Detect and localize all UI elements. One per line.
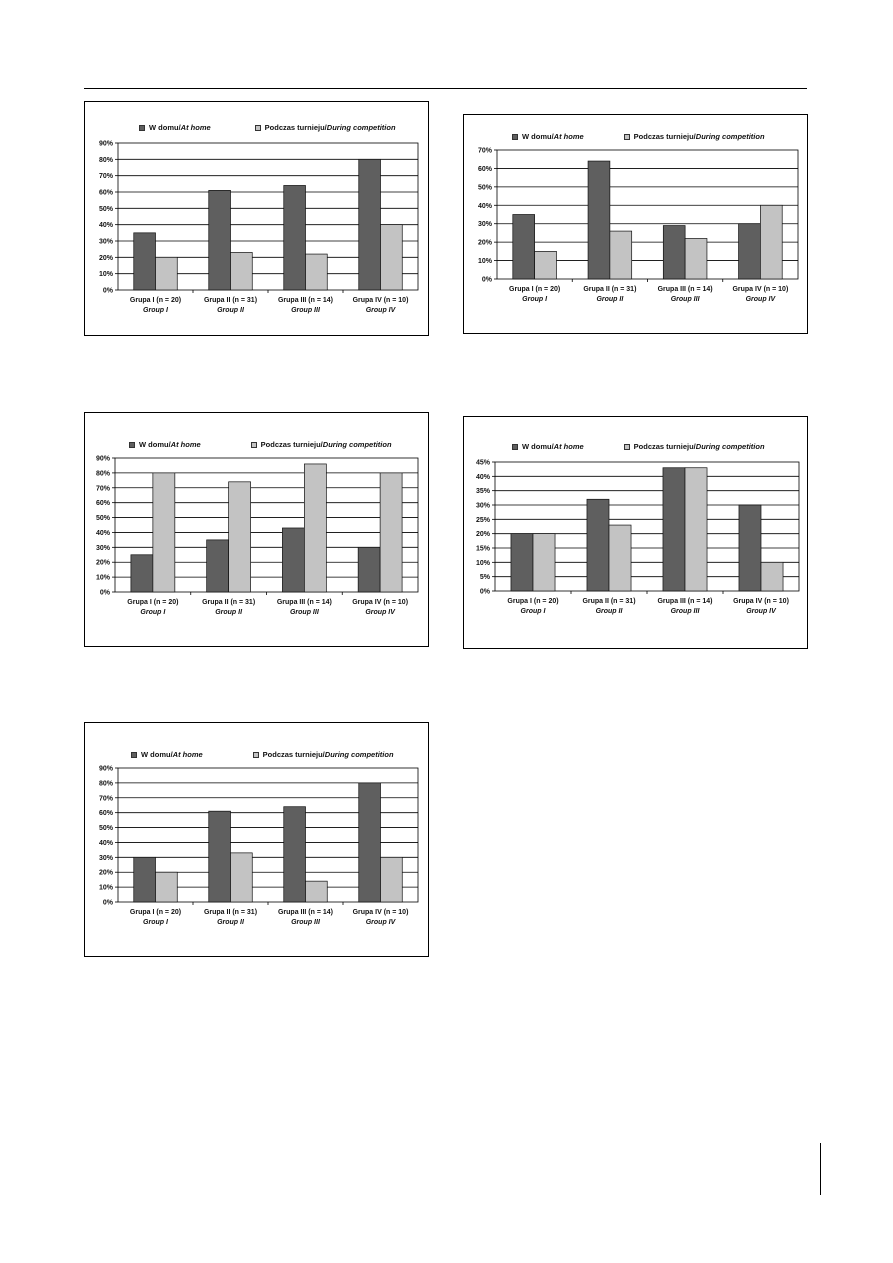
bar-at-home (739, 224, 761, 279)
bar-chart (85, 723, 430, 958)
legend-home-prefix: W domu/ (522, 132, 554, 141)
x-category-sublabel: Group II (596, 296, 624, 303)
y-tick-label: 25% (475, 516, 490, 524)
legend-comp-italic: During competition (695, 132, 765, 141)
y-tick-label: 10% (477, 258, 492, 266)
bar-chart (85, 413, 430, 648)
bar-chart (464, 417, 809, 650)
x-category-sublabel: Group II (217, 307, 244, 314)
y-tick-label: 90% (98, 140, 113, 148)
x-category-sublabel: Group IV (746, 608, 776, 615)
y-tick-label: 10% (475, 559, 490, 567)
y-tick-label: 20% (475, 531, 490, 539)
x-category-label: Grupa III (n = 14) (277, 297, 334, 304)
y-tick-label: 70% (98, 173, 113, 181)
y-tick-label: 70% (98, 795, 113, 803)
x-category-label: Grupa I (n = 20) (507, 598, 559, 605)
legend-comp-prefix: Podczas turnieju/ (633, 442, 696, 451)
bar-during-competition (381, 225, 403, 290)
bar-at-home (513, 215, 535, 280)
legend-home-prefix: W domu/ (522, 442, 554, 451)
bar-at-home (359, 783, 381, 902)
bar-at-home (282, 528, 304, 592)
bar-during-competition (760, 205, 782, 279)
legend-comp-prefix: Podczas turnieju/ (260, 440, 323, 449)
x-category-label: Grupa III (n = 14) (657, 598, 713, 605)
y-tick-label: 50% (98, 205, 113, 213)
x-category-sublabel: Group II (217, 919, 244, 926)
x-category-sublabel: Group IV (365, 919, 396, 926)
x-category-sublabel: Group I (143, 919, 168, 926)
y-tick-label: 20% (98, 869, 113, 877)
y-tick-label: 30% (95, 544, 110, 552)
bar-during-competition (761, 562, 783, 591)
bar-during-competition (156, 872, 178, 902)
y-tick-label: 35% (475, 488, 490, 496)
x-category-label: Grupa I (n = 20) (129, 909, 182, 916)
x-category-label: Grupa II (n = 31) (582, 598, 636, 605)
y-tick-label: 40% (98, 222, 113, 230)
bar-at-home (663, 226, 685, 279)
y-tick-label: 45% (475, 459, 490, 467)
bar-at-home (588, 161, 610, 279)
x-category-label: Grupa III (n = 14) (277, 909, 334, 916)
bar-during-competition (610, 231, 632, 279)
bar-during-competition (381, 857, 403, 902)
chart-panel-1 (84, 101, 429, 336)
bar-during-competition (533, 534, 555, 591)
y-tick-label: 90% (95, 455, 110, 463)
x-category-label: Grupa IV (n = 10) (733, 598, 789, 605)
legend-home-prefix: W domu/ (139, 440, 171, 449)
bar-during-competition (231, 252, 253, 290)
bar-at-home (739, 505, 761, 591)
chart-panel-2 (463, 114, 808, 334)
x-category-sublabel: Group II (595, 608, 623, 615)
y-tick-label: 30% (98, 238, 113, 246)
y-tick-label: 50% (98, 825, 113, 833)
bar-at-home (207, 540, 229, 592)
bar-during-competition (306, 881, 328, 902)
legend-home-prefix: W domu/ (149, 123, 181, 132)
y-tick-label: 0% (99, 589, 110, 597)
legend-comp-italic: During competition (324, 750, 394, 759)
legend-comp-prefix: Podczas turnieju/ (633, 132, 696, 141)
x-category-sublabel: Group II (215, 609, 243, 616)
legend-home-italic: At home (553, 442, 584, 451)
bar-during-competition (609, 525, 631, 591)
legend-home-italic: At home (553, 132, 584, 141)
header-rule (84, 88, 807, 89)
x-category-label: Grupa II (n = 31) (583, 286, 637, 293)
x-category-label: Grupa III (n = 14) (657, 286, 713, 293)
bar-during-competition (231, 853, 253, 902)
x-category-sublabel: Group I (522, 296, 548, 303)
bar-chart (464, 115, 809, 335)
chart-panel-5 (84, 722, 429, 957)
y-tick-label: 60% (477, 165, 492, 173)
y-tick-label: 0% (102, 287, 113, 295)
x-category-sublabel: Group I (140, 609, 166, 616)
y-tick-label: 0% (102, 899, 113, 907)
y-tick-label: 5% (479, 574, 490, 582)
x-category-label: Grupa IV (n = 10) (352, 297, 409, 304)
y-tick-label: 30% (477, 221, 492, 229)
y-tick-label: 60% (98, 189, 113, 197)
bar-at-home (663, 468, 685, 591)
y-tick-label: 60% (98, 810, 113, 818)
y-tick-label: 80% (95, 470, 110, 478)
legend-comp-italic: During competition (326, 123, 396, 132)
y-tick-label: 40% (98, 839, 113, 847)
y-tick-label: 90% (98, 765, 113, 773)
bar-during-competition (156, 257, 178, 290)
x-category-sublabel: Group III (291, 307, 320, 314)
bar-during-competition (685, 238, 707, 279)
y-tick-label: 10% (98, 271, 113, 279)
bar-during-competition (685, 468, 707, 591)
x-category-sublabel: Group IV (745, 296, 776, 303)
y-tick-label: 70% (477, 147, 492, 155)
x-category-sublabel: Group IV (365, 307, 396, 314)
bar-at-home (134, 857, 156, 902)
x-category-sublabel: Group III (289, 609, 319, 616)
bar-at-home (131, 555, 153, 592)
bar-during-competition (229, 482, 251, 592)
legend-comp-italic: During competition (322, 440, 392, 449)
y-tick-label: 0% (481, 276, 492, 284)
x-category-label: Grupa IV (n = 10) (352, 599, 409, 606)
x-category-label: Grupa IV (n = 10) (732, 286, 789, 293)
bar-during-competition (535, 251, 557, 279)
y-tick-label: 20% (95, 559, 110, 567)
legend-home-italic: At home (170, 440, 201, 449)
y-tick-label: 40% (475, 473, 490, 481)
bar-during-competition (306, 254, 328, 290)
y-tick-label: 60% (95, 500, 110, 508)
y-tick-label: 40% (95, 529, 110, 537)
bar-during-competition (380, 473, 402, 592)
y-tick-label: 20% (98, 254, 113, 262)
y-tick-label: 50% (477, 184, 492, 192)
legend-home-prefix: W domu/ (141, 750, 173, 759)
bar-during-competition (304, 464, 326, 592)
x-category-sublabel: Group III (291, 919, 320, 926)
y-tick-label: 30% (98, 854, 113, 862)
bar-at-home (359, 159, 381, 290)
x-category-sublabel: Group IV (365, 609, 395, 616)
chart-panel-3 (84, 412, 429, 647)
bar-at-home (358, 547, 380, 592)
bar-chart (85, 102, 430, 337)
bar-during-competition (153, 473, 175, 592)
legend-comp-prefix: Podczas turnieju/ (264, 123, 327, 132)
chart-panel-4 (463, 416, 808, 649)
x-category-label: Grupa IV (n = 10) (352, 909, 409, 916)
y-tick-label: 50% (95, 515, 110, 523)
x-category-label: Grupa II (n = 31) (202, 599, 256, 606)
legend-comp-italic: During competition (695, 442, 765, 451)
y-tick-label: 20% (477, 239, 492, 247)
y-tick-label: 80% (98, 780, 113, 788)
legend-home-italic: At home (172, 750, 203, 759)
footer-rule (820, 1143, 821, 1195)
x-category-label: Grupa I (n = 20) (129, 297, 182, 304)
legend-home-italic: At home (180, 123, 211, 132)
x-category-sublabel: Group I (143, 307, 168, 314)
legend-comp-prefix: Podczas turnieju/ (262, 750, 325, 759)
x-category-sublabel: Group I (520, 608, 546, 615)
y-tick-label: 10% (98, 884, 113, 892)
y-tick-label: 15% (475, 545, 490, 553)
y-tick-label: 30% (475, 502, 490, 510)
x-category-label: Grupa II (n = 31) (203, 909, 258, 916)
bar-at-home (511, 534, 533, 591)
y-tick-label: 80% (98, 156, 113, 164)
bar-at-home (209, 811, 231, 902)
y-tick-label: 70% (95, 485, 110, 493)
bar-at-home (284, 185, 306, 290)
x-category-label: Grupa II (n = 31) (203, 297, 258, 304)
bar-at-home (134, 233, 156, 290)
y-tick-label: 10% (95, 574, 110, 582)
y-tick-label: 0% (479, 588, 490, 596)
bar-at-home (587, 499, 609, 591)
y-tick-label: 40% (477, 202, 492, 210)
x-category-sublabel: Group III (670, 608, 700, 615)
x-category-label: Grupa I (n = 20) (127, 599, 179, 606)
bar-at-home (209, 190, 231, 290)
x-category-sublabel: Group III (670, 296, 700, 303)
x-category-label: Grupa I (n = 20) (509, 286, 561, 293)
x-category-label: Grupa III (n = 14) (276, 599, 332, 606)
bar-at-home (284, 807, 306, 902)
